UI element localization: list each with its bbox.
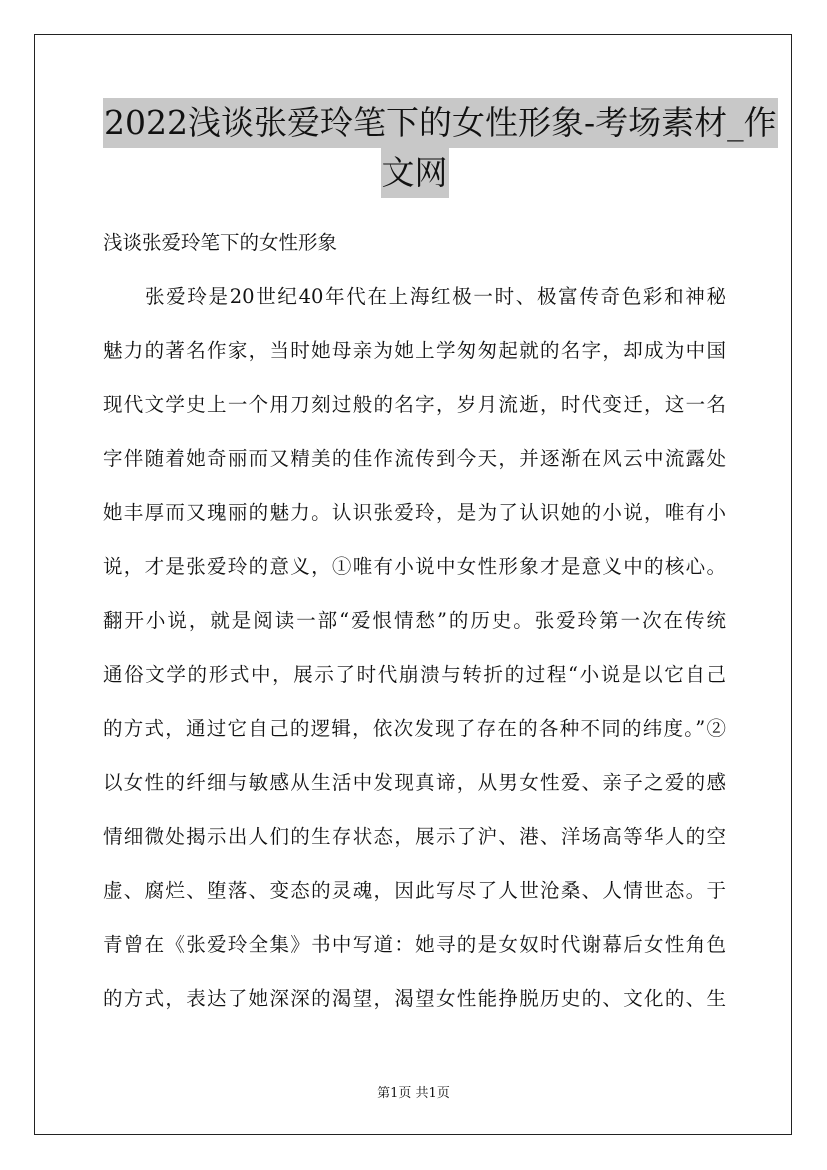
- paragraph-line: 的方式，通过它自己的逻辑，依次发现了存在的各种不同的纬度。”②: [103, 717, 726, 740]
- page-footer: 第1页 共1页: [377, 1086, 450, 1101]
- paragraph-line: 以女性的纤细与敏感从生活中发现真谛，从男女性爱、亲子之爱的感: [103, 771, 726, 794]
- title-line-1: 2022浅谈张爱玲笔下的女性形象-考场素材_作: [103, 98, 778, 148]
- paragraph-line: 情细微处揭示出人们的生存状态，展示了沪、港、洋场高等华人的空: [103, 825, 726, 848]
- document-title: [103, 98, 777, 198]
- paragraph-line: 张爱玲是20世纪40年代在上海红极一时、极富传奇色彩和神秘: [145, 285, 726, 308]
- paragraph-line: 青曾在《张爱玲全集》书中写道：她寻的是女奴时代谢幕后女性角色: [103, 933, 726, 956]
- paragraph-line: 字伴随着她奇丽而又精美的佳作流传到今天，并逐渐在风云中流露处: [103, 447, 726, 470]
- document-body: [103, 216, 726, 1026]
- paragraph-line: 通俗文学的形式中，展示了时代崩溃与转折的过程“小说是以它自己: [103, 663, 726, 686]
- section-heading: 浅谈张爱玲笔下的女性形象: [103, 231, 338, 254]
- paragraph-line: 魅力的著名作家，当时她母亲为她上学匆匆起就的名字，却成为中国: [103, 339, 726, 362]
- paragraph-line: 翻开小说，就是阅读一部“爱恨情愁”的历史。张爱玲第一次在传统: [103, 609, 726, 632]
- paragraph-line: 的方式，表达了她深深的渴望，渴望女性能挣脱历史的、文化的、生: [103, 987, 726, 1010]
- paragraph-line: 说，才是张爱玲的意义，①唯有小说中女性形象才是意义中的核心。: [103, 555, 726, 578]
- paragraph-line: 现代文学史上一个用刀刻过般的名字，岁月流逝，时代变迁，这一名: [103, 393, 726, 416]
- paragraph-line: 她丰厚而又瑰丽的魅力。认识张爱玲，是为了认识她的小说，唯有小: [103, 501, 726, 524]
- paragraph-line: 虚、腐烂、堕落、变态的灵魂，因此写尽了人世沧桑、人情世态。于: [103, 879, 726, 902]
- title-line-2: 文网: [381, 148, 449, 198]
